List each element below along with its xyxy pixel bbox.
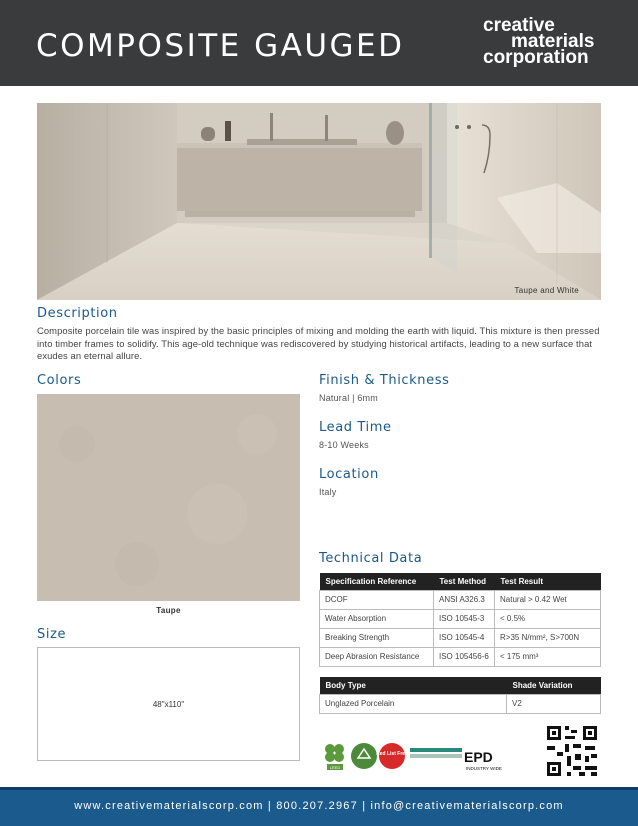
- leed-text: LEED: [329, 765, 341, 770]
- page-title: COMPOSITE GAUGED: [36, 28, 405, 64]
- epd-stripes-icon: [410, 748, 462, 752]
- lead-time-heading: Lead Time: [319, 420, 392, 435]
- hero-bathroom-image: [37, 103, 601, 300]
- cell: Water Absorption: [320, 609, 434, 628]
- logo-line-3: corporation: [483, 47, 589, 68]
- table-row: [320, 647, 601, 666]
- colors-heading: Colors: [37, 373, 82, 388]
- location-heading: Location: [319, 467, 379, 482]
- table-row: [320, 590, 601, 609]
- certification-badges: [320, 738, 520, 776]
- size-value: 48"x110": [152, 700, 185, 709]
- description-text: Composite porcelain tile was inspired by the basic principles of mixing and molding the earth with liquid. This mixture is then pressed into timber frames to solidify. This age-old technique was rediscovered by studying historical artifacts, leading to a new surface that exudes an eternal allure.: [37, 325, 600, 361]
- col-spec: Specification Reference: [320, 573, 434, 590]
- logo-line-2: materials: [511, 31, 595, 52]
- cell: ISO 10545-3: [434, 609, 495, 628]
- red-list-text: Red List Free: [376, 751, 408, 757]
- cell: < 175 mm³: [495, 647, 601, 666]
- cell: Natural > 0.42 Wet: [495, 590, 601, 609]
- location-value: Italy: [319, 487, 337, 497]
- swatch-texture: [37, 394, 300, 601]
- footer-contact[interactable]: www.creativematerialscorp.com | 800.207.2967 | info@creativematerialscorp.com: [74, 800, 564, 812]
- technical-data-table: [319, 573, 601, 667]
- cell: ISO 10545-4: [434, 628, 495, 647]
- finish-heading: Finish & Thickness: [319, 373, 450, 388]
- size-heading: Size: [37, 627, 67, 642]
- cell: R>35 N/mm², S>700N: [495, 628, 601, 647]
- table-row: [320, 609, 601, 628]
- cell: ISO 105456-6: [434, 647, 495, 666]
- table-row: [320, 628, 601, 647]
- bathroom-illustration: [37, 103, 601, 300]
- qr-graphic: [545, 724, 599, 778]
- col-method: Test Method: [434, 573, 495, 590]
- size-box: [37, 647, 300, 761]
- table-row: [320, 694, 601, 713]
- cell: Unglazed Porcelain: [320, 694, 507, 713]
- hero-caption: Taupe and White: [514, 286, 579, 295]
- finish-value: Natural | 6mm: [319, 393, 378, 403]
- table-header-row: [320, 573, 601, 590]
- qr-code-icon[interactable]: [545, 724, 599, 778]
- cell: Deep Abrasion Resistance: [320, 647, 434, 666]
- recycle-icon: [351, 743, 377, 769]
- swatch-label: Taupe: [156, 606, 181, 615]
- lead-time-value: 8-10 Weeks: [319, 440, 369, 450]
- epd-sub-text: INDUSTRY WIDE: [466, 766, 502, 771]
- cell: Breaking Strength: [320, 628, 434, 647]
- company-logo[interactable]: [483, 15, 595, 68]
- epd-text: EPD: [464, 749, 493, 765]
- col-result: Test Result: [495, 573, 601, 590]
- col-body-type: Body Type: [320, 677, 507, 694]
- description-heading: Description: [37, 306, 118, 321]
- header-bar: [0, 0, 638, 86]
- taupe-color-swatch[interactable]: [37, 394, 300, 601]
- technical-heading: Technical Data: [319, 551, 423, 566]
- badges-graphic: [320, 738, 520, 776]
- col-shade: Shade Variation: [507, 677, 601, 694]
- cell: ANSI A326.3: [434, 590, 495, 609]
- logo-line-1: creative: [483, 15, 555, 36]
- cell: < 0.5%: [495, 609, 601, 628]
- table-header-row: [320, 677, 601, 694]
- cell: V2: [507, 694, 601, 713]
- footer-bar: [0, 787, 638, 826]
- body-type-table: [319, 677, 601, 714]
- cell: DCOF: [320, 590, 434, 609]
